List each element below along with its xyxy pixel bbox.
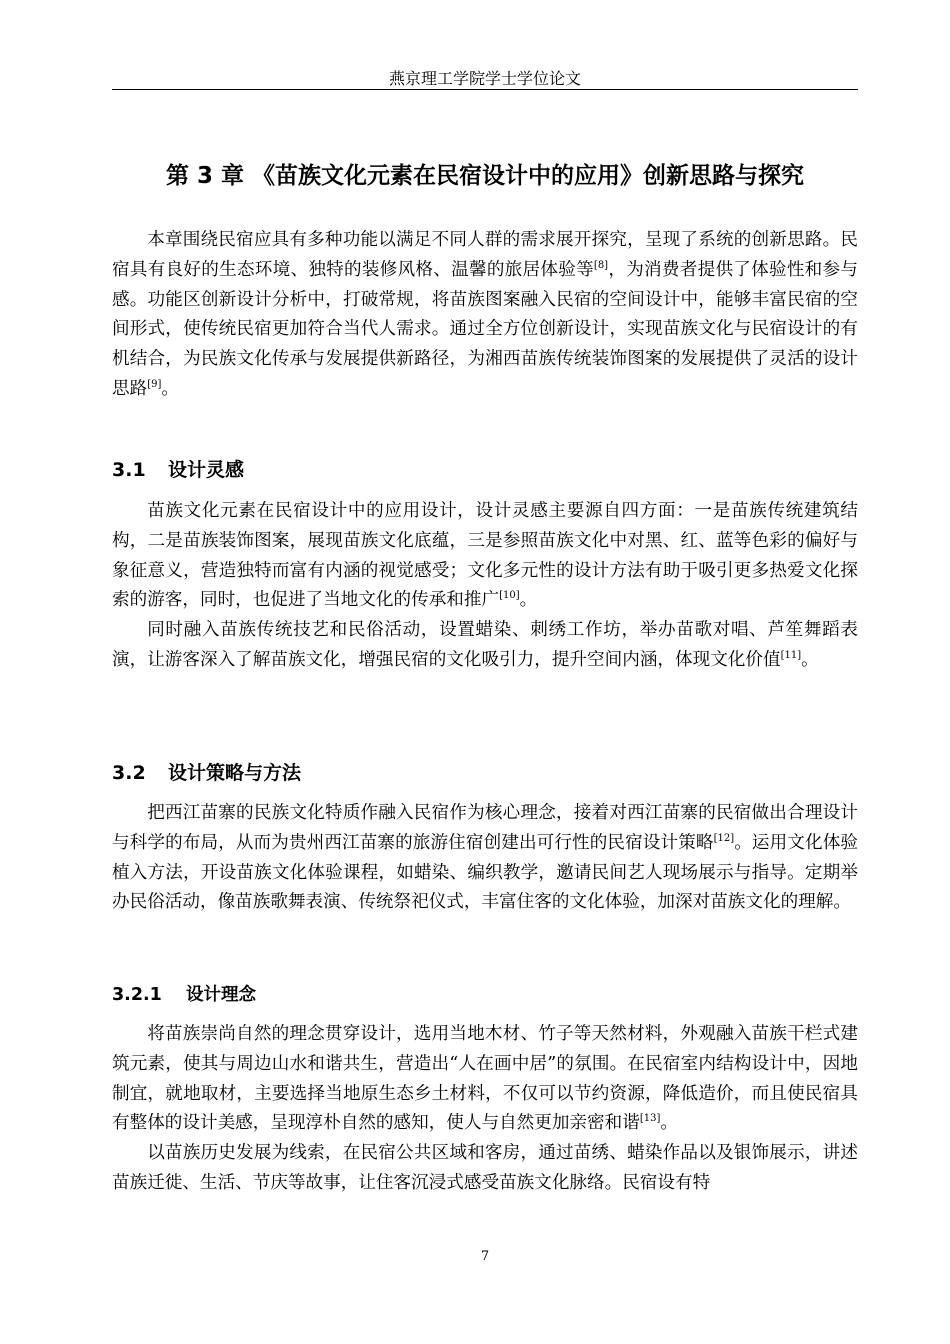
section-3-2-1-heading [112,983,256,1007]
section-3-2-1-paragraph-1 [112,1020,858,1139]
section-3-1-title: 设计灵感 [168,459,245,481]
section-3-2-title: 设计策略与方法 [168,762,302,784]
section-3-1-p2-text: 同时融入苗族传统技艺和民俗活动，设置蜡染、刺绣工作坊，举办苗歌对唱、芦笙舞蹈表演，让游客深入了解苗族文化，增强民宿的文化吸引力，提升空间内涵，体现文化价值 [112,620,858,670]
section-3-2-1-number: 3.2.1 [112,985,162,1005]
section-3-2-1-body [112,1020,858,1199]
section-3-2-body [112,799,858,918]
citation-9: [9] [147,378,162,390]
section-3-2-heading [112,760,301,786]
section-3-1-paragraph-2 [112,616,858,676]
section-3-2-1-paragraph-2: 以苗族历史发展为线索，在民宿公共区域和客房，通过苗绣、蜡染作品以及银饰展示，讲述苗族迁徙、生活、节庆等故事，让住客沉浸式感受苗族文化脉络。民宿设有特 [112,1143,858,1193]
section-3-2-1-p1-text: 将苗族崇尚自然的理念贯穿设计，选用当地木材、竹子等天然材料，外观融入苗族干栏式建筑元素，使其与周边山水和谐共生，营造出“人在画中居”的氛围。在民宿室内结构设计中，因地制宜，就地取材，主要选择当地原生态乡土材料，不仅可以节约资源，降低造价，而且使民宿具有整体的设计美感，呈现淳朴自然的感知，使人与自然更加亲密和谐 [112,1024,858,1134]
section-3-1-number: 3.1 [112,459,146,481]
intro-end: 。 [161,378,179,399]
intro-text-2: ，为消费者提供了体验性和参与感。功能区创新设计分析中，打破常规，将苗族图案融入民宿的空间设计中，能够丰富民宿的空间形式，使传统民宿更加符合当代人需求。通过全方位创新设计，实现苗族文化与民宿设计的有机结合，为民族文化传承与发展提供新路径，为湘西苗族传统装饰图案的发展提供了灵活的设计思路 [112,259,858,399]
section-3-2-1-p1-end: 。 [660,1113,678,1134]
section-3-1-p2-end: 。 [801,649,819,670]
citation-13: [13] [639,1113,661,1125]
section-3-2-1-title: 设计理念 [186,985,256,1005]
citation-12: [12] [713,832,735,844]
section-3-2-number: 3.2 [112,762,146,784]
section-3-1-p1-text: 苗族文化元素在民宿设计中的应用设计，设计灵感主要源自四方面：一是苗族传统建筑结构，二是苗族装饰图案，展现苗族文化底蕴，三是参照苗族文化中对黑、红、蓝等色彩的偏好与象征意义，营造独特而富有内涵的视觉感受；文化多元性的设计方法有助于吸引更多热爱文化探索的游客，同时，也促进了当地文化的传承和推广 [112,501,858,611]
page-number: 7 [480,1249,490,1264]
citation-11: [11] [780,649,802,661]
section-3-1-p1-end: 。 [519,590,538,611]
section-3-1-paragraph-1 [112,497,858,616]
section-3-2-p1-text-2: 。运用文化体验植入方法，开设苗族文化体验课程，如蜡染、编织教学，邀请民间艺人现场展示与指导。定期举办民俗活动，像苗族歌舞表演、传统祭祀仪式，丰富住客的文化体验，加深对苗族文化的理解。 [112,832,858,913]
chapter-intro [112,226,858,405]
section-3-2-p1-text: 把西江苗寨的民族文化特质作融入民宿作为核心理念，接着对西江苗寨的民宿做出合理设计与科学的布局，从而为贵州西江苗寨的旅游住宿创建出可行性的民宿设计策略 [112,803,858,853]
chapter-title: 第 3 章 《苗族文化元素在民宿设计中的应用》创新思路与探究 [165,163,805,189]
section-3-2-paragraph-1 [112,799,858,918]
running-header: 燕京理工学院学士学位论文 [388,69,581,88]
section-3-1-heading [112,457,244,483]
intro-text: 本章围绕民宿应具有多种功能以满足不同人群的需求展开探究，呈现了系统的创新思路。民宿具有良好的生态环境、独特的装修风格、温馨的旅居体验等 [112,230,858,280]
header-rule [112,89,858,90]
citation-8: [8] [593,259,609,271]
intro-paragraph [112,226,858,405]
citation-10: [10] [499,590,520,602]
section-3-1-body [112,497,858,676]
